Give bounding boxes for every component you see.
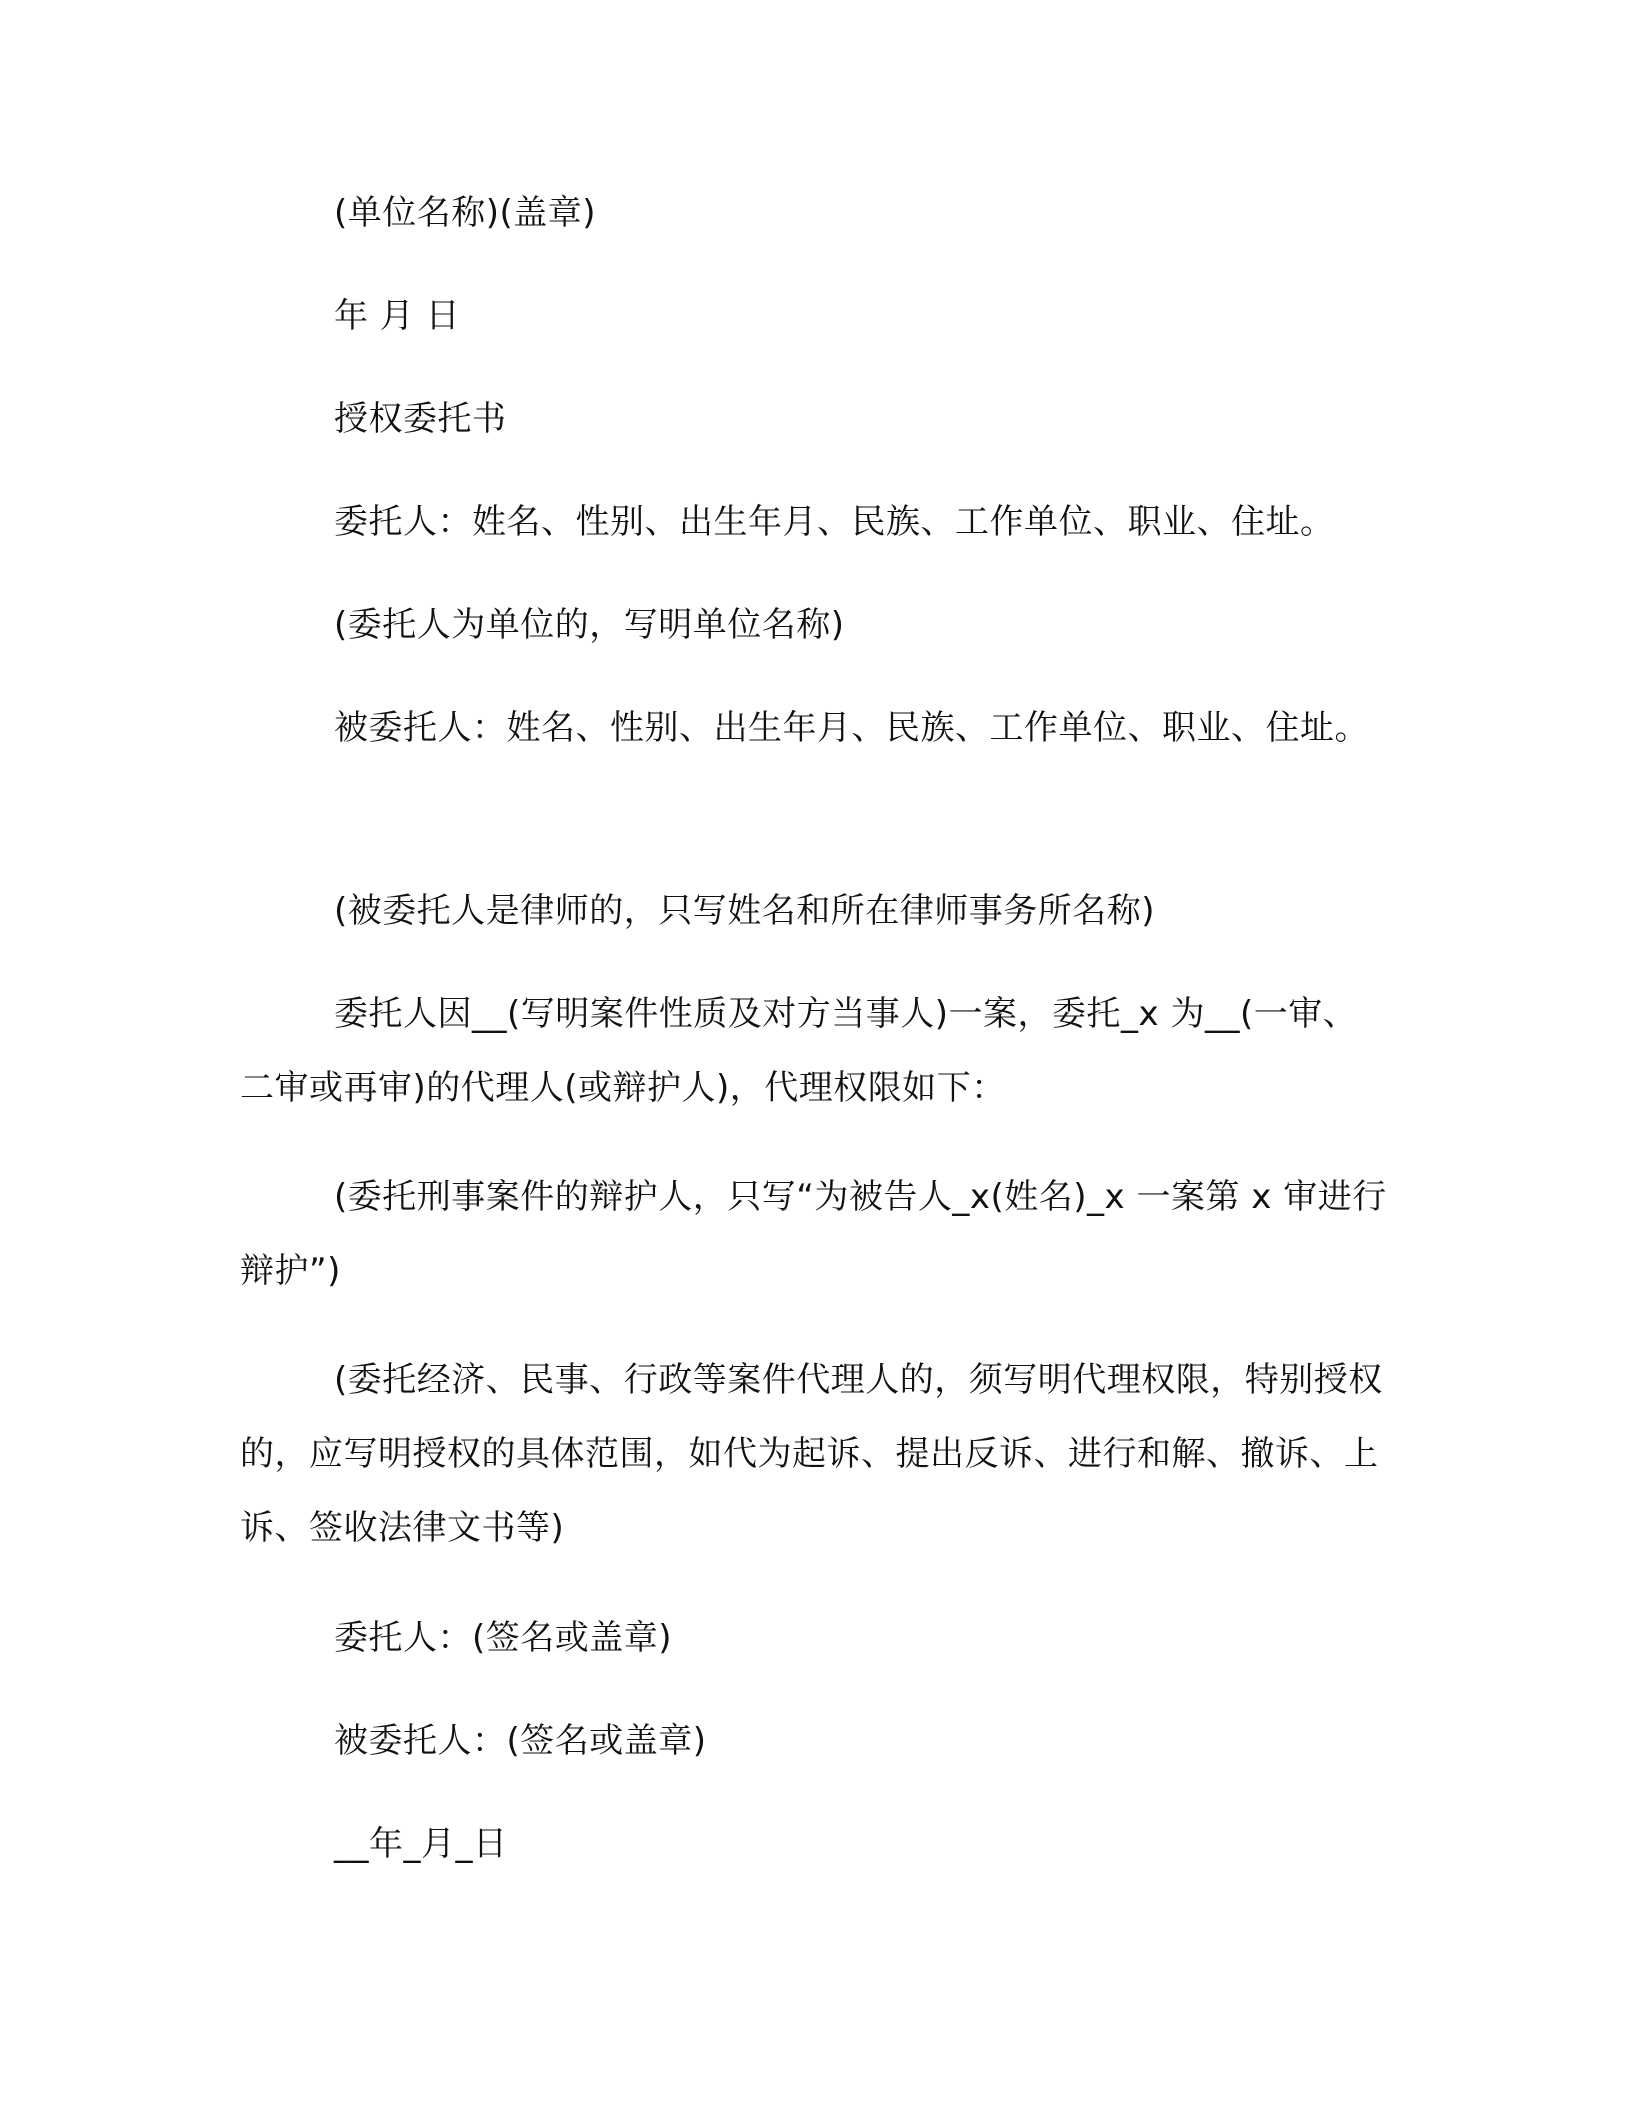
criminal-defense-note: (委托刑事案件的辩护人，只写“为被告人_x(姓名)_x 一案第 x 审进行辩护”) (240, 1177, 1387, 1291)
date-line-bottom: __年_月_日 (334, 1824, 508, 1864)
agent-info: 被委托人：姓名、性别、出生年月、民族、工作单位、职业、住址。 (334, 708, 1369, 748)
principal-info: 委托人：姓名、性别、出生年月、民族、工作单位、职业、住址。 (334, 502, 1335, 542)
unit-name-stamp-line: (单位名称)(盖章) (334, 193, 597, 233)
agent-note: (被委托人是律师的，只写姓名和所在律师事务所名称) (334, 891, 1156, 931)
civil-agent-note: (委托经济、民事、行政等案件代理人的，须写明代理权限，特别授权的，应写明授权的具体范围，如代为起诉、提出反诉、进行和解、撤诉、上诉、签收法律文书等) (240, 1360, 1383, 1548)
principal-note: (委托人为单位的，写明单位名称) (334, 605, 845, 645)
date-line-top: 年 月 日 (334, 296, 461, 336)
document-title: 授权委托书 (334, 399, 507, 439)
entrustment-clause: 委托人因__(写明案件性质及对方当事人)一案，委托_x 为__(一审、二审或再审)的代理人(或辩护人)，代理权限如下： (240, 994, 1358, 1108)
principal-signature: 委托人：(签名或盖章) (334, 1618, 673, 1658)
agent-signature: 被委托人：(签名或盖章) (334, 1721, 707, 1761)
